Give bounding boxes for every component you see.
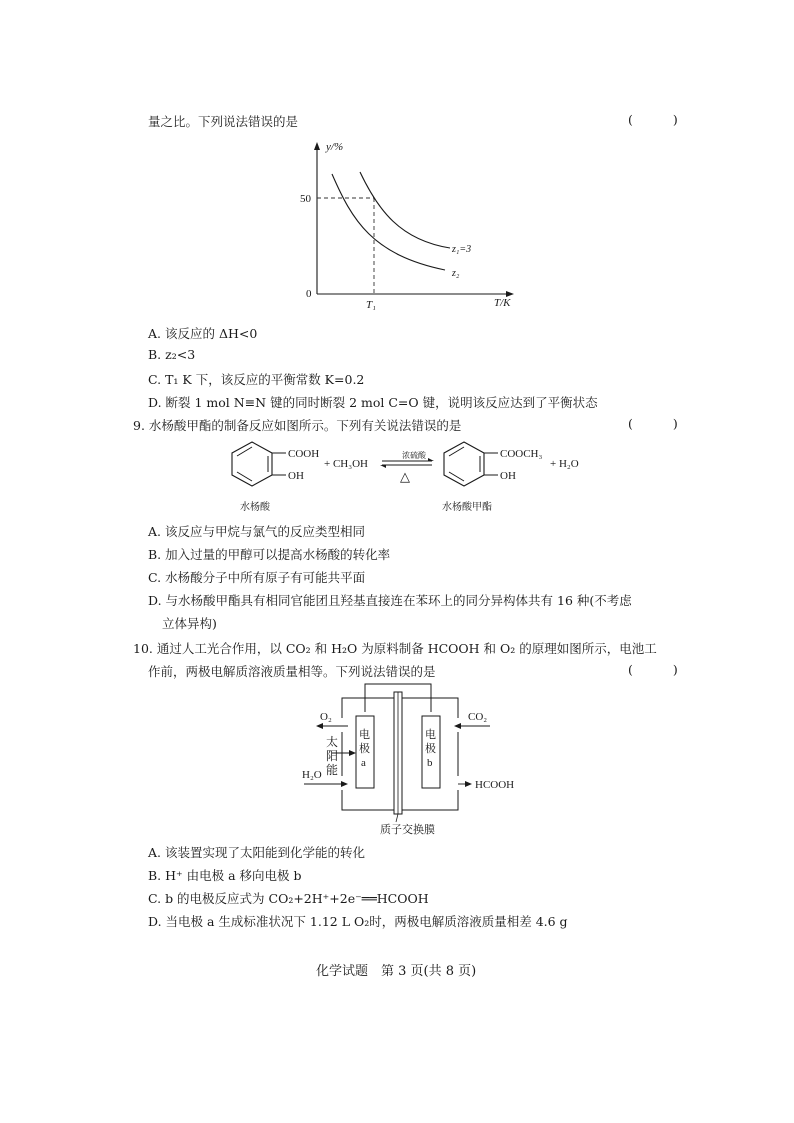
q8-answer-paren: ( ) [628, 112, 696, 127]
q8-option-d: D. 断裂 1 mol N≡N 键的同时断裂 2 mol C=O 键，说明该反应达到了平衡状态 [148, 395, 598, 410]
electrode-a-char3: a [361, 757, 366, 769]
q10-option-c: C. b 的电极反应式为 CO₂+2H⁺+2e⁻══HCOOH [148, 891, 429, 906]
y-axis-label: y/% [326, 141, 344, 153]
q8-intro: 量之比。下列说法错误的是 [148, 114, 299, 129]
reactant-oh: OH [288, 470, 304, 482]
q10-answer-paren: ( ) [628, 662, 696, 677]
page-footer: 化学试题 第 3 页(共 8 页) [316, 964, 477, 979]
membrane-label: 质子交换膜 [380, 824, 435, 836]
catalyst-label: 浓硫酸 [402, 451, 426, 460]
electrode-a-char1: 电 [359, 729, 370, 741]
benzene-ring-product [444, 442, 498, 486]
q10-cell-diagram [298, 680, 538, 836]
product-cooch3: COOCH₃ [500, 448, 543, 460]
curve-z1 [360, 172, 450, 248]
q9-option-d: D. 与水杨酸甲酯具有相同官能团且羟基直接连在苯环上的同分异构体共有 16 种(不考虑 [148, 593, 632, 608]
q10-option-a: A. 该装置实现了太阳能到化学能的转化 [148, 845, 365, 860]
q9-option-c: C. 水杨酸分子中所有原子有可能共平面 [148, 570, 366, 585]
hcooh-label: HCOOH [475, 779, 515, 791]
electrode-b-char2: 极 [425, 743, 436, 755]
q8-chart [290, 130, 530, 320]
right-compartment [402, 698, 458, 718]
q10-option-d: D. 当电极 a 生成标准状况下 1.12 L O₂时，两极电解质溶液质量相差 4.6 g [148, 914, 568, 929]
product-oh: OH [500, 470, 516, 482]
q9-stem: 9. 水杨酸甲酯的制备反应如图所示。下列有关说法错误的是 [133, 418, 462, 433]
q9-answer-paren: ( ) [628, 416, 696, 431]
sun-char3: 能 [326, 763, 339, 777]
plus-water: + H₂O [550, 458, 579, 470]
electrode-a-char2: 极 [359, 743, 370, 755]
q8-option-c: C. T₁ K 下，该反应的平衡常数 K=0.2 [148, 372, 365, 387]
origin-label: 0 [306, 288, 312, 300]
curve-z2 [332, 174, 445, 270]
x-axis-label: T/K [494, 297, 511, 309]
q9-option-a: A. 该反应与甲烷与氯气的反应类型相同 [148, 524, 365, 539]
co2-label: CO₂ [468, 711, 488, 723]
y-tick-50: 50 [300, 193, 311, 205]
product-name: 水杨酸甲酯 [442, 502, 492, 513]
q10-stem-line1: 10. 通过人工光合作用，以 CO₂ 和 H₂O 为原料制备 HCOOH 和 O₂ 的原理如图所示，电池工 [133, 641, 657, 656]
reactant-name: 水杨酸 [240, 502, 270, 513]
reactant-cooh: COOH [288, 448, 320, 460]
q9-reaction-scheme [220, 434, 600, 516]
q8-option-a: A. 该反应的 ΔH<0 [148, 326, 258, 341]
o2-label: O₂ [320, 711, 332, 723]
y-axis-arrow [314, 142, 320, 150]
q8-option-b: B. z₂<3 [148, 347, 196, 362]
benzene-ring-reactant [232, 442, 286, 486]
membrane-leader-line [396, 814, 398, 822]
left-compartment [342, 698, 394, 718]
sun-char2: 阳 [326, 749, 339, 763]
q9-option-b: B. 加入过量的甲醇可以提高水杨酸的转化率 [148, 547, 391, 562]
electrode-b-char3: b [427, 757, 433, 769]
curve-z2-label: z₂ [452, 268, 460, 279]
h2o-label: H₂O [302, 769, 322, 781]
q10-option-b: B. H⁺ 由电极 a 移向电极 b [148, 868, 302, 883]
electrode-b-char1: 电 [425, 729, 436, 741]
q10-stem-line2: 作前，两极电解质溶液质量相等。下列说法错误的是 [148, 664, 436, 679]
x-tick-t1: T₁ [366, 299, 376, 311]
q9-option-d-cont: 立体异构) [162, 616, 217, 631]
heat-symbol: △ [400, 469, 410, 484]
sun-char1: 太 [326, 735, 339, 749]
curve-z1-label: z₁=3 [452, 244, 472, 255]
plus-methanol: + CH₃OH [324, 458, 368, 470]
